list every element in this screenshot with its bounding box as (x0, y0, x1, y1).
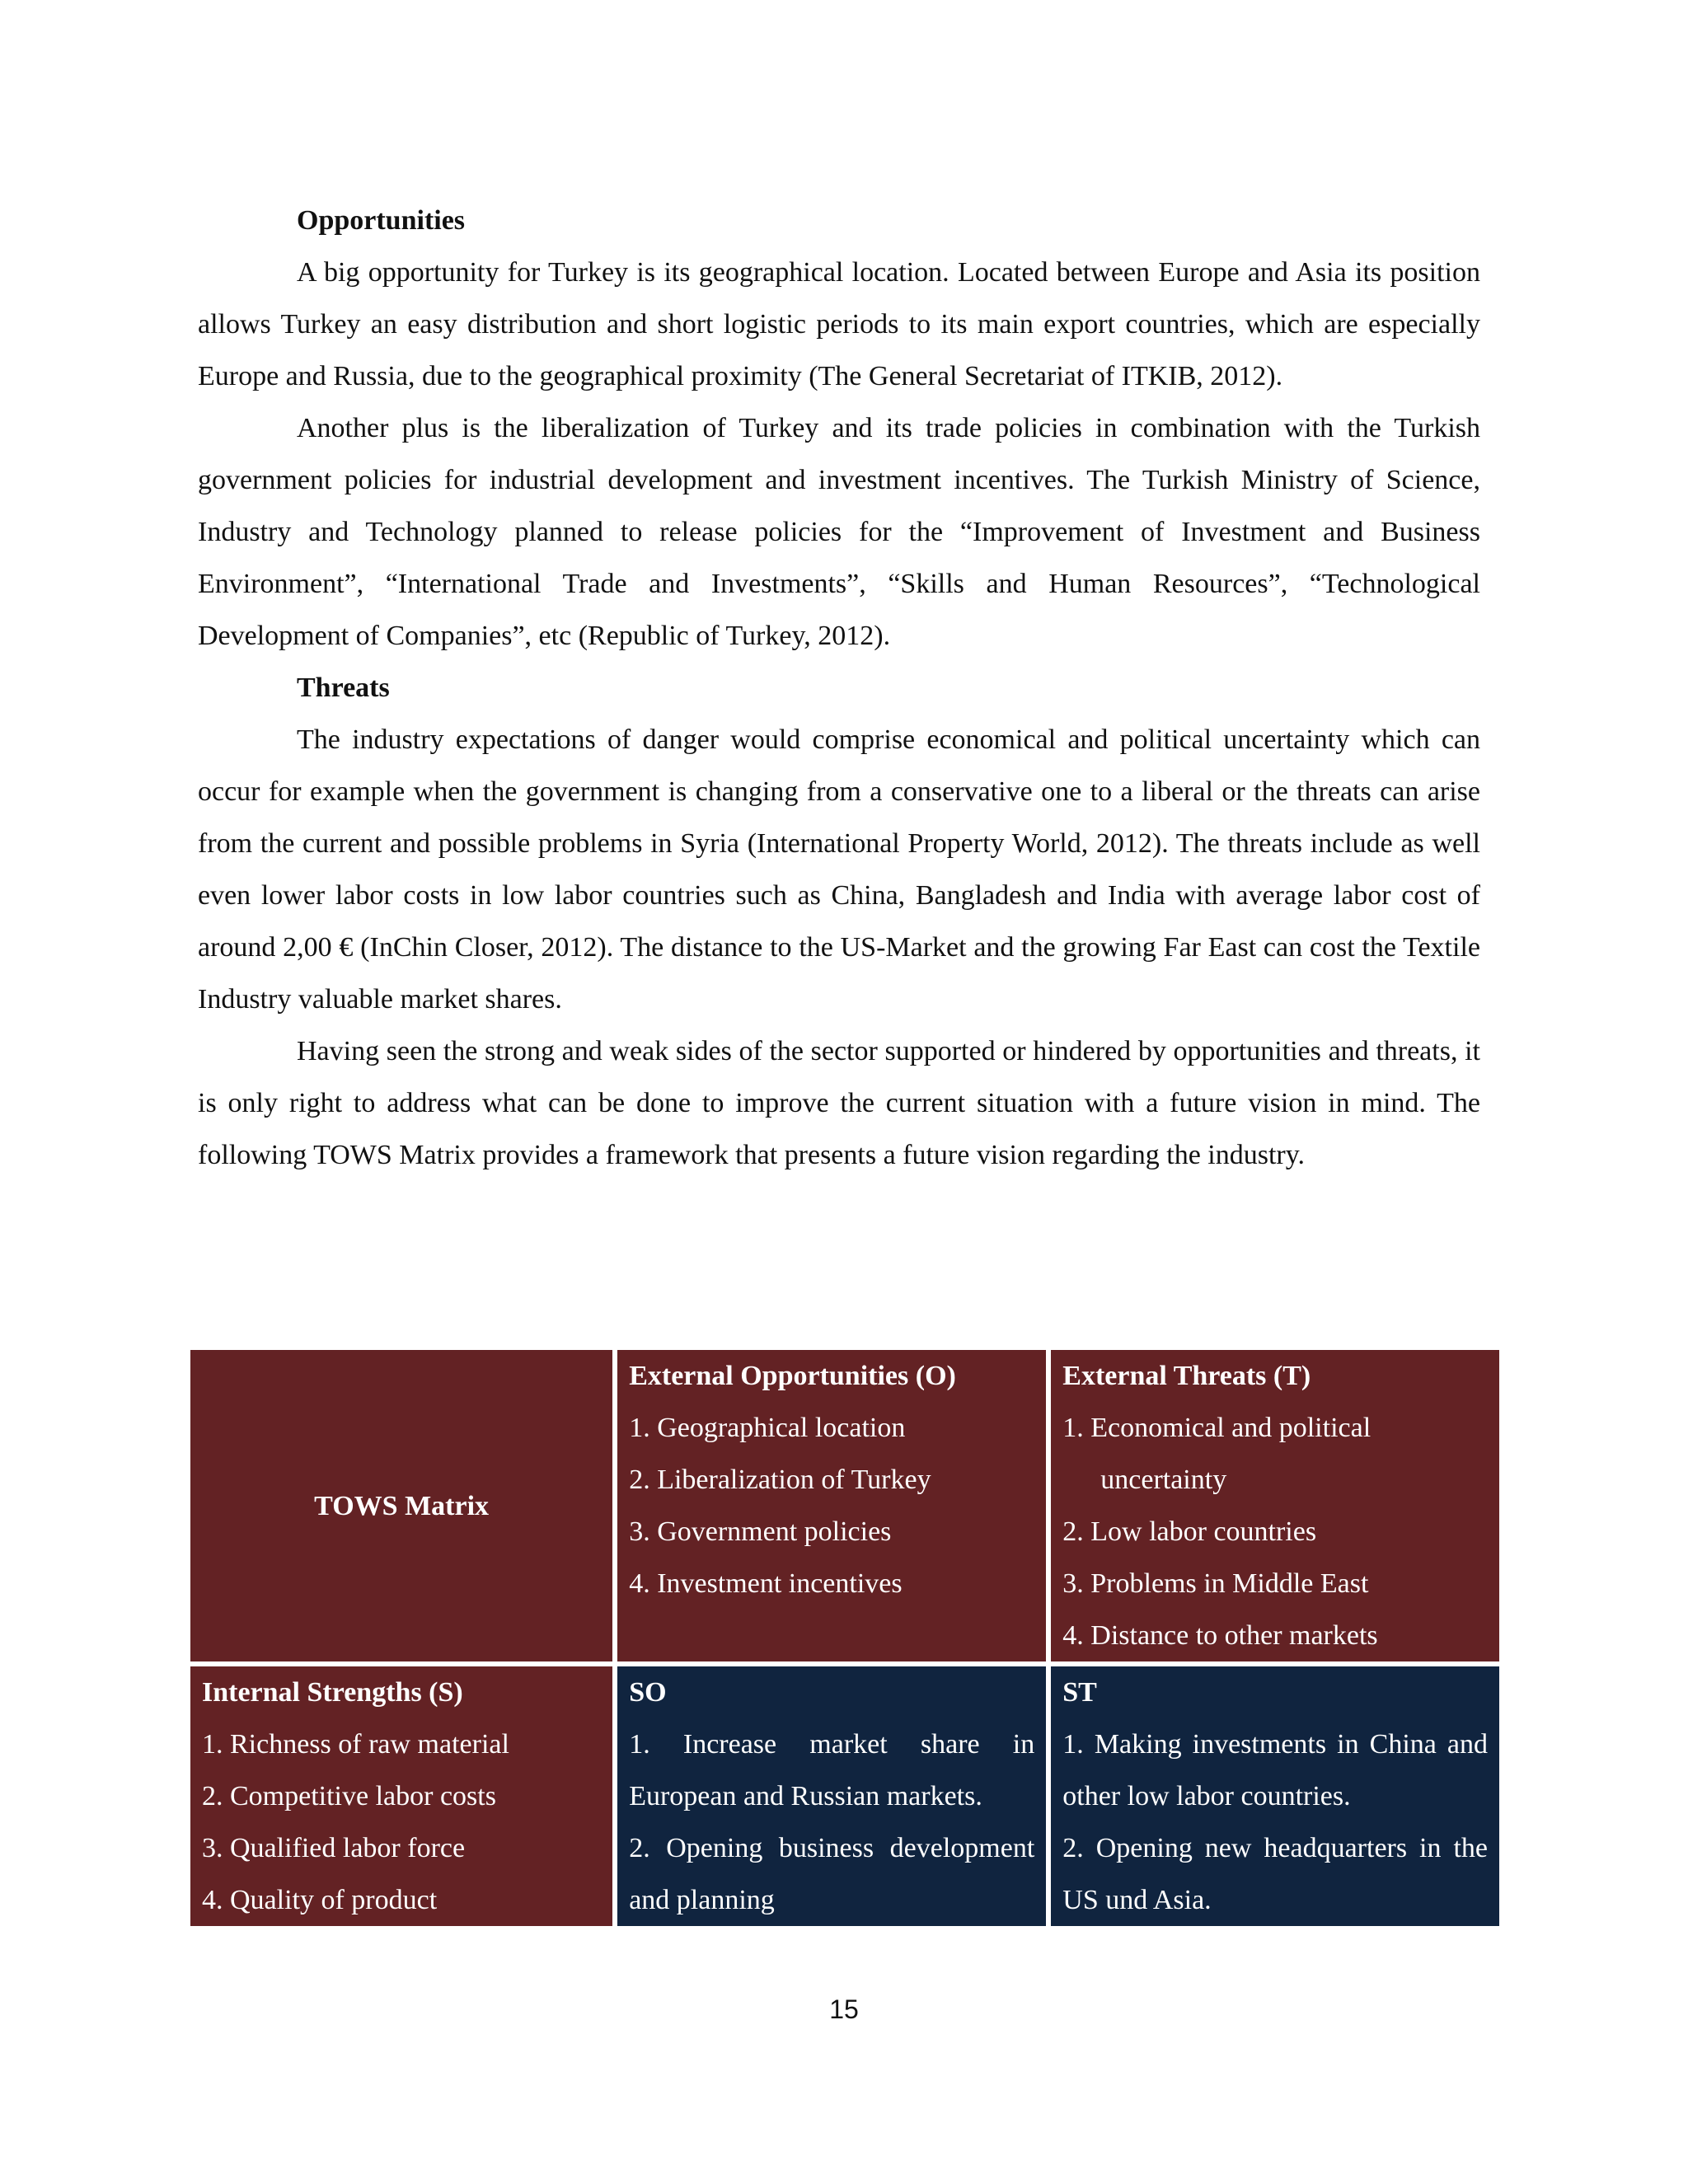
so-title: SO (629, 1677, 667, 1708)
list-item: 2. Liberalization of Turkey (629, 1465, 931, 1495)
st-title: ST (1062, 1677, 1097, 1708)
external-threats-title: External Threats (T) (1062, 1361, 1311, 1391)
st-item-1: 1. Making investments in China and other low labor countries. (1062, 1729, 1488, 1811)
external-threats-cell (1051, 1350, 1499, 1661)
document-body (198, 194, 1480, 1181)
opportunities-paragraph-2: Another plus is the liberalization of Turkey and its trade policies in combination with the Turkish government policies for industrial development and investment incentives. The Turkish Ministry of Science, Industry and Technology planned to release policies for the “Improvement of Investment and Business Environment”, “International Trade and Investments”, “Skills and Human Resources”, “Technological Development of Companies”, etc (Republic of Turkey, 2012). (198, 413, 1480, 651)
st-strategies-cell (1051, 1666, 1499, 1926)
list-item: 2. Competitive labor costs (202, 1781, 496, 1811)
threats-heading: Threats (297, 673, 390, 703)
tows-header-row (190, 1350, 1499, 1661)
list-item: 3. Problems in Middle East (1062, 1568, 1369, 1599)
so-item-2: 2. Opening business development and planning (629, 1833, 1035, 1915)
conclusion-paragraph: Having seen the strong and weak sides of the sector supported or hindered by opportunities and threats, it is only right to address what can be done to improve the current situation with a future vision in mind. The following TOWS Matrix provides a framework that presents a future vision regarding the industry. (198, 1036, 1480, 1170)
so-strategies-cell (617, 1666, 1046, 1926)
page-number: 15 (829, 1994, 859, 2024)
tows-corner-cell (190, 1350, 612, 1661)
list-item: 2. Low labor countries (1062, 1516, 1317, 1547)
so-item-1: 1. Increase market share in European and Russian markets. (629, 1729, 1035, 1811)
list-item: 4. Distance to other markets (1062, 1620, 1378, 1651)
external-opportunities-list (629, 1402, 1034, 1610)
internal-strengths-title: Internal Strengths (S) (202, 1677, 463, 1708)
list-item: 1. Richness of raw material (202, 1729, 509, 1760)
external-opportunities-cell (617, 1350, 1046, 1661)
internal-strengths-cell (190, 1666, 612, 1926)
tows-matrix-title: TOWS Matrix (314, 1490, 490, 1521)
opportunities-heading: Opportunities (297, 205, 466, 236)
st-item-2: 2. Opening new headquarters in the US und Asia. (1062, 1833, 1488, 1915)
list-item: 1. Geographical location (629, 1413, 906, 1443)
tows-strengths-row (190, 1666, 1499, 1926)
list-item: 1. Economical and political uncertainty (1062, 1413, 1372, 1495)
list-item: 4. Investment incentives (629, 1568, 903, 1599)
threats-paragraph: The industry expectations of danger would comprise economical and political uncertainty which can occur for example when the government is changing from a conservative one to a liberal or the threats can arise from the current and possible problems in Syria (International Property World, 2012). The threats include as well even lower labor costs in low labor countries such as China, Bangladesh and India with average labor cost of around 2,00 € (InChin Closer, 2012). The distance to the US-Market and the growing Far East can cost the Textile Industry valuable market shares. (198, 724, 1480, 1015)
tows-matrix-table (185, 1345, 1504, 1931)
list-item: 3. Qualified labor force (202, 1833, 466, 1863)
opportunities-paragraph-1: A big opportunity for Turkey is its geographical location. Located between Europe and Asia its position allows Turkey an easy distribution and short logistic periods to its main export countries, which are especially Europe and Russia, due to the geographical proximity (The General Secretariat of ITKIB, 2012). (198, 257, 1480, 391)
internal-strengths-list (202, 1718, 601, 1926)
list-item: 4. Quality of product (202, 1885, 438, 1915)
list-item: 3. Government policies (629, 1516, 892, 1547)
external-opportunities-title: External Opportunities (O) (629, 1361, 956, 1391)
external-threats-list (1062, 1402, 1488, 1661)
